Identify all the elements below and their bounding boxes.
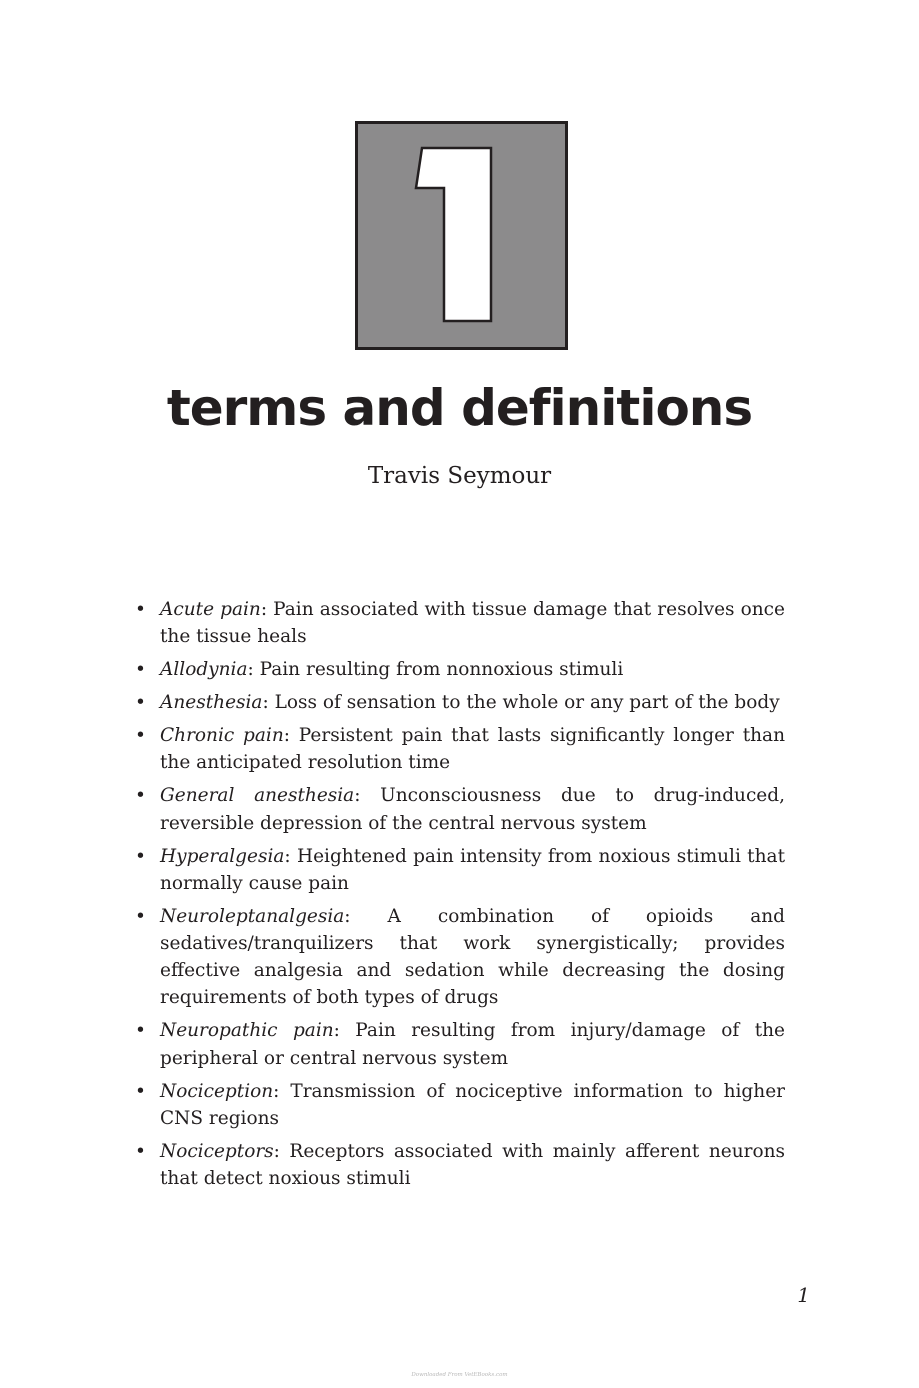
term: Acute pain <box>160 599 261 620</box>
bullet-icon: • <box>135 1140 146 1162</box>
list-item <box>135 656 785 683</box>
download-watermark: Downloaded From VetEBooks.com <box>411 1372 508 1378</box>
definition-text: : Unconsciousness due to drug-induced, reversible depression of the central nervous system <box>160 785 785 834</box>
chapter-title: terms and definitions <box>166 379 753 437</box>
definition-list <box>135 596 785 1198</box>
list-item <box>135 903 785 1012</box>
definition-text: : A combination of opioids and sedatives/tranquilizers that work synergistically; provides effective analgesia and sedation while decreasing the dosing requirements of both types of drugs <box>160 905 785 1009</box>
definition-text: : Receptors associated with mainly afferent neurons that detect noxious stimuli <box>160 1140 785 1190</box>
definition-text: : Loss of sensation to the whole or any part of the body <box>262 692 780 714</box>
bullet-icon: • <box>135 785 146 807</box>
definition-text: : Pain resulting from injury/damage of the peripheral or central nervous system <box>160 1020 785 1069</box>
list-item <box>135 1138 785 1192</box>
list-item <box>135 782 785 836</box>
bullet-icon: • <box>135 905 146 927</box>
definition-text: : Pain associated with tissue damage that resolves once the tissue heals <box>160 599 785 648</box>
chapter-numeral-graphic <box>358 124 565 347</box>
bullet-icon: • <box>135 599 146 620</box>
term: Hyperalgesia <box>160 845 285 867</box>
bullet-icon: • <box>135 659 146 681</box>
list-item <box>135 722 785 776</box>
author-name: Travis Seymour <box>367 463 552 489</box>
bullet-icon: • <box>135 692 146 714</box>
definition-text: : Transmission of nociceptive information to higher CNS regions <box>160 1080 785 1129</box>
definition-text: : Persistent pain that lasts significantly longer than the anticipated resolution time <box>160 725 786 774</box>
term: Neuropathic pain <box>160 1020 334 1042</box>
term: Chronic pain <box>160 725 284 747</box>
page-number: 1 <box>797 1283 810 1307</box>
term: Neuroleptanalgesia <box>160 905 345 927</box>
chapter-number-box <box>355 121 568 350</box>
term: Anesthesia <box>160 692 263 714</box>
bullet-icon: • <box>135 845 146 867</box>
list-item <box>135 1078 785 1132</box>
bullet-icon: • <box>135 1020 146 1042</box>
list-item <box>135 596 785 650</box>
term: Allodynia <box>160 659 248 681</box>
list-item <box>135 843 785 897</box>
definition-text: : Heightened pain intensity from noxious stimuli that normally cause pain <box>160 845 785 894</box>
bullet-icon: • <box>135 725 146 747</box>
term: Nociception <box>160 1080 274 1102</box>
term: General anesthesia <box>160 785 355 807</box>
list-item <box>135 689 785 716</box>
definition-text: : Pain resulting from nonnoxious stimuli <box>247 659 624 681</box>
bullet-icon: • <box>135 1080 146 1102</box>
list-item <box>135 1017 785 1071</box>
term: Nociceptors <box>160 1140 274 1162</box>
